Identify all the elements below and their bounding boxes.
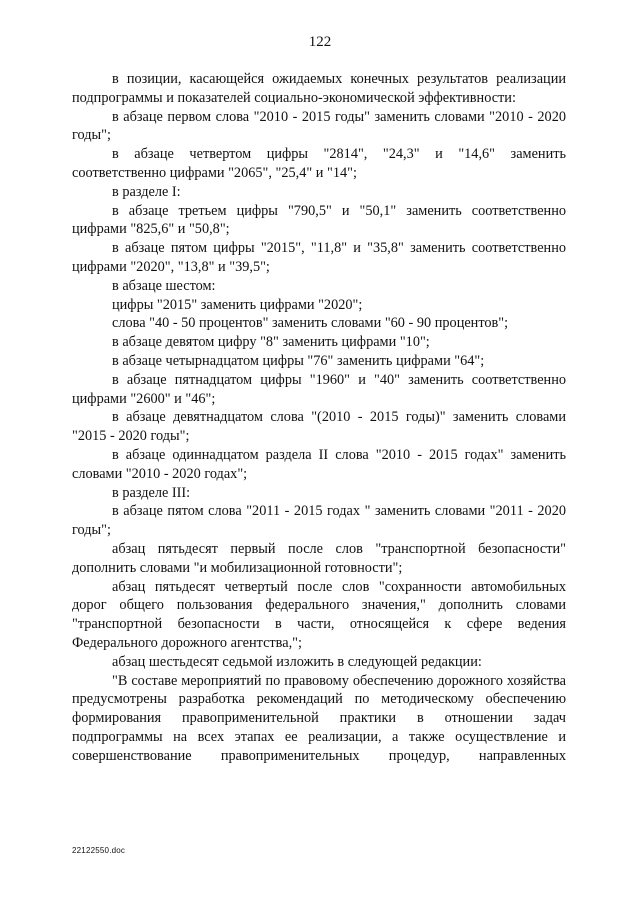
paragraph: цифры "2015" заменить цифрами "2020"; (112, 296, 363, 313)
paragraph: в абзаце пятом слова "2011 - 2015 годах " заменить словами "2011 - 2020 годы"; (72, 503, 566, 539)
paragraph: в абзаце девятом цифру "8" заменить цифрами "10"; (112, 334, 430, 351)
paragraph: слова "40 - 50 процентов" заменить словами "60 - 90 процентов"; (112, 315, 509, 332)
paragraph: в абзаце третьем цифры "790,5" и "50,1" заменить соответственно цифрами "825,6" и "50,8"; (72, 202, 566, 238)
paragraph: в разделе III: (112, 484, 191, 501)
paragraph: в абзаце шестом: (112, 277, 216, 294)
paragraph: в позиции, касающейся ожидаемых конечных результатов реализации подпрограммы и показателей социально-экономической эффективности: (72, 71, 566, 106)
page-number: 122 (308, 34, 332, 50)
paragraph: в абзаце девятнадцатом слова "(2010 - 2015 годы)" заменить словами "2015 - 2020 годы"; (72, 409, 566, 445)
paragraph: в абзаце первом слова "2010 - 2015 годы" заменить словами "2010 - 2020 годы"; (72, 108, 566, 144)
paragraph: в абзаце четвертом цифры "2814", "24,3" и "14,6" заменить соответственно цифрами "2065", "25,4" и "14"; (72, 146, 566, 181)
document-file-code: 22122550.doc (72, 846, 126, 855)
paragraph: "В составе мероприятий по правовому обеспечению дорожного хозяйства предусмотрены разработка рекомендаций по методическому обеспечению формирования правоприменительной практики в отношении задач подпрограммы на всех этапах ее реализации, а также осуществление и совершенствование правоприменительных процедур, направленных (72, 672, 566, 764)
paragraph: абзац шестьдесят седьмой изложить в следующей редакции: (112, 653, 482, 670)
paragraph: абзац пятьдесят первый после слов "транспортной безопасности" дополнить словами "и мобилизационной готовности"; (72, 540, 566, 576)
paragraph: в абзаце пятнадцатом цифры "1960" и "40" заменить соответственно цифрами "2600" и "46"; (72, 371, 566, 407)
paragraph: абзац пятьдесят четвертый после слов "сохранности автомобильных дорог общего пользования федерального значения," дополнить словами "транспортной безопасности в части, относящейся к сфере ведения Федерального дорожного агентства,"; (72, 578, 566, 651)
document-body (72, 70, 566, 765)
paragraph: в абзаце одиннадцатом раздела II слова "2010 - 2015 годах" заменить словами "2010 - 2020 годах"; (72, 446, 566, 482)
paragraph: в абзаце четырнадцатом цифры "76" заменить цифрами "64"; (112, 352, 485, 369)
paragraph: в разделе I: (112, 183, 181, 200)
paragraph: в абзаце пятом цифры "2015", "11,8" и "35,8" заменить соответственно цифрами "2020", "13,8" и "39,5"; (72, 240, 566, 275)
